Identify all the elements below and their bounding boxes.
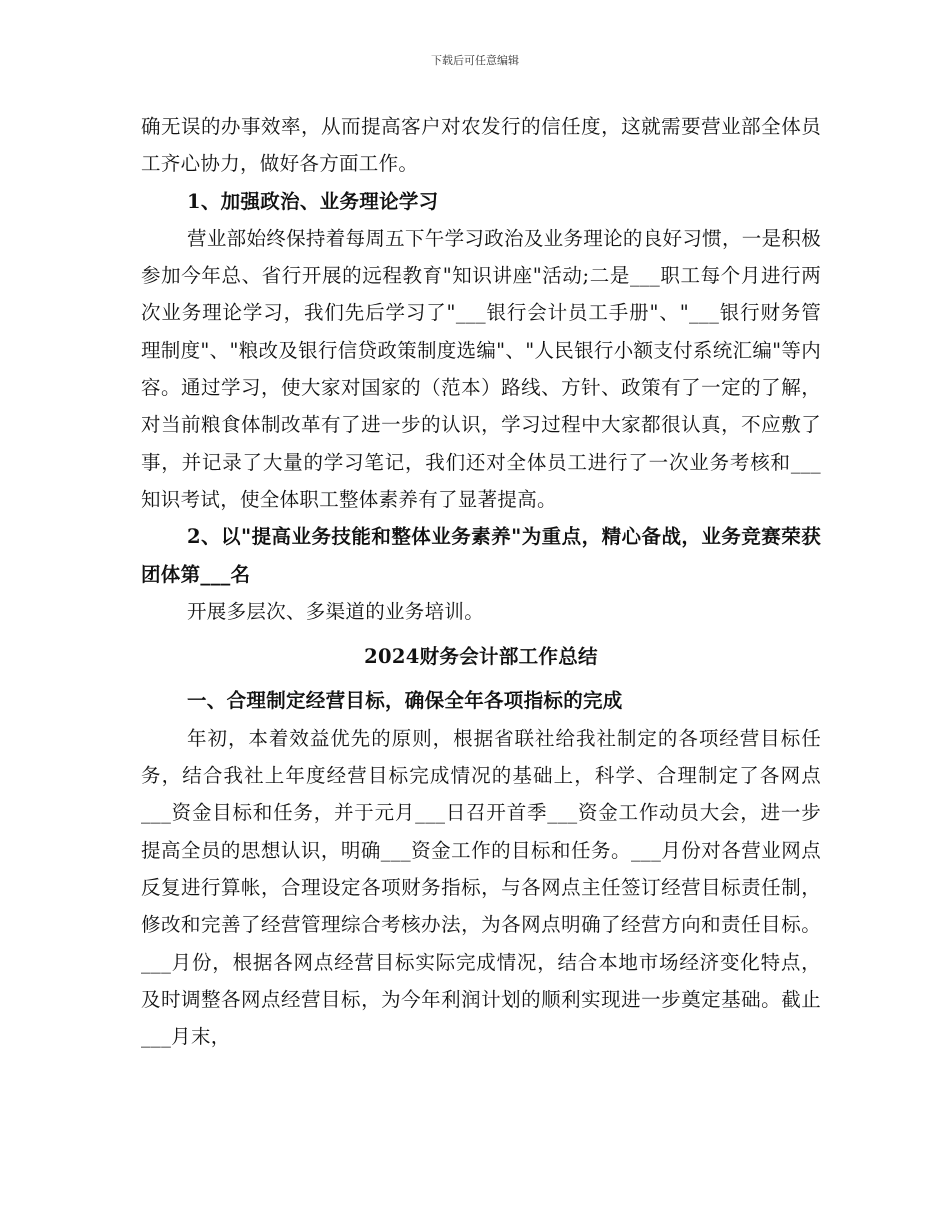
section-heading: 一、合理制定经营目标，确保全年各项指标的完成 xyxy=(187,689,623,713)
body-paragraph: 确无误的办事效率，从而提高客户对农发行的信任度，这就需要营业部全体员工齐心协力，做好各方面工作。 xyxy=(141,115,821,176)
body-paragraph: 营业部始终保持着每周五下午学习政治及业务理论的良好习惯，一是积极参加今年总、省行开展的远程教育"知识讲座"活动;二是___职工每个月进行两次业务理论学习，我们先后学习了"___银行会计员工手册"、"___银行财务管理制度"、"粮改及银行信贷政策制度选编"、"人民银行小额支付系统汇编"等内容。通过学习，使大家对国家的（范本）路线、方针、政策有了一定的了解，对当前粮食体制改革有了进一步的认识，学习过程中大家都很认真，不应敷了事，并记录了大量的学习笔记，我们还对全体员工进行了一次业务考核和___知识考试，使全体职工整体素养有了显著提高。 xyxy=(141,226,821,511)
body-paragraph: 开展多层次、多渠道的业务培训。 xyxy=(187,599,485,623)
section-heading: 1、加强政治、业务理论学习 xyxy=(187,189,439,213)
body-paragraph: 年初，本着效益优先的原则，根据省联社给我社制定的各项经营目标任务，结合我社上年度经营目标完成情况的基础上，科学、合理制定了各网点___资金目标和任务，并于元月___日召开首季___资金工作动员大会，进一步提高全员的思想认识，明确___资金工作的目标和任务。___月份对各营业网点反复进行算帐，合理设定各项财务指标，与各网点主任签订经营目标责任制，修改和完善了经营管理综合考核办法，为各网点明确了经营方向和责任目标。___月份，根据各网点经营目标实际完成情况，结合本地市场经济变化特点，及时调整各网点经营目标，为今年利润计划的顺利实现进一步奠定基础。截止___月末， xyxy=(141,726,821,1049)
document-body xyxy=(141,108,821,1055)
section-heading: 2、以"提高业务技能和整体业务素养"为重点，精心备战，业务竞赛荣获团体第___名 xyxy=(141,525,821,586)
document-title: 2024财务会计部工作总结 xyxy=(364,645,598,669)
page-header: 下载后可任意编辑 xyxy=(431,54,519,67)
